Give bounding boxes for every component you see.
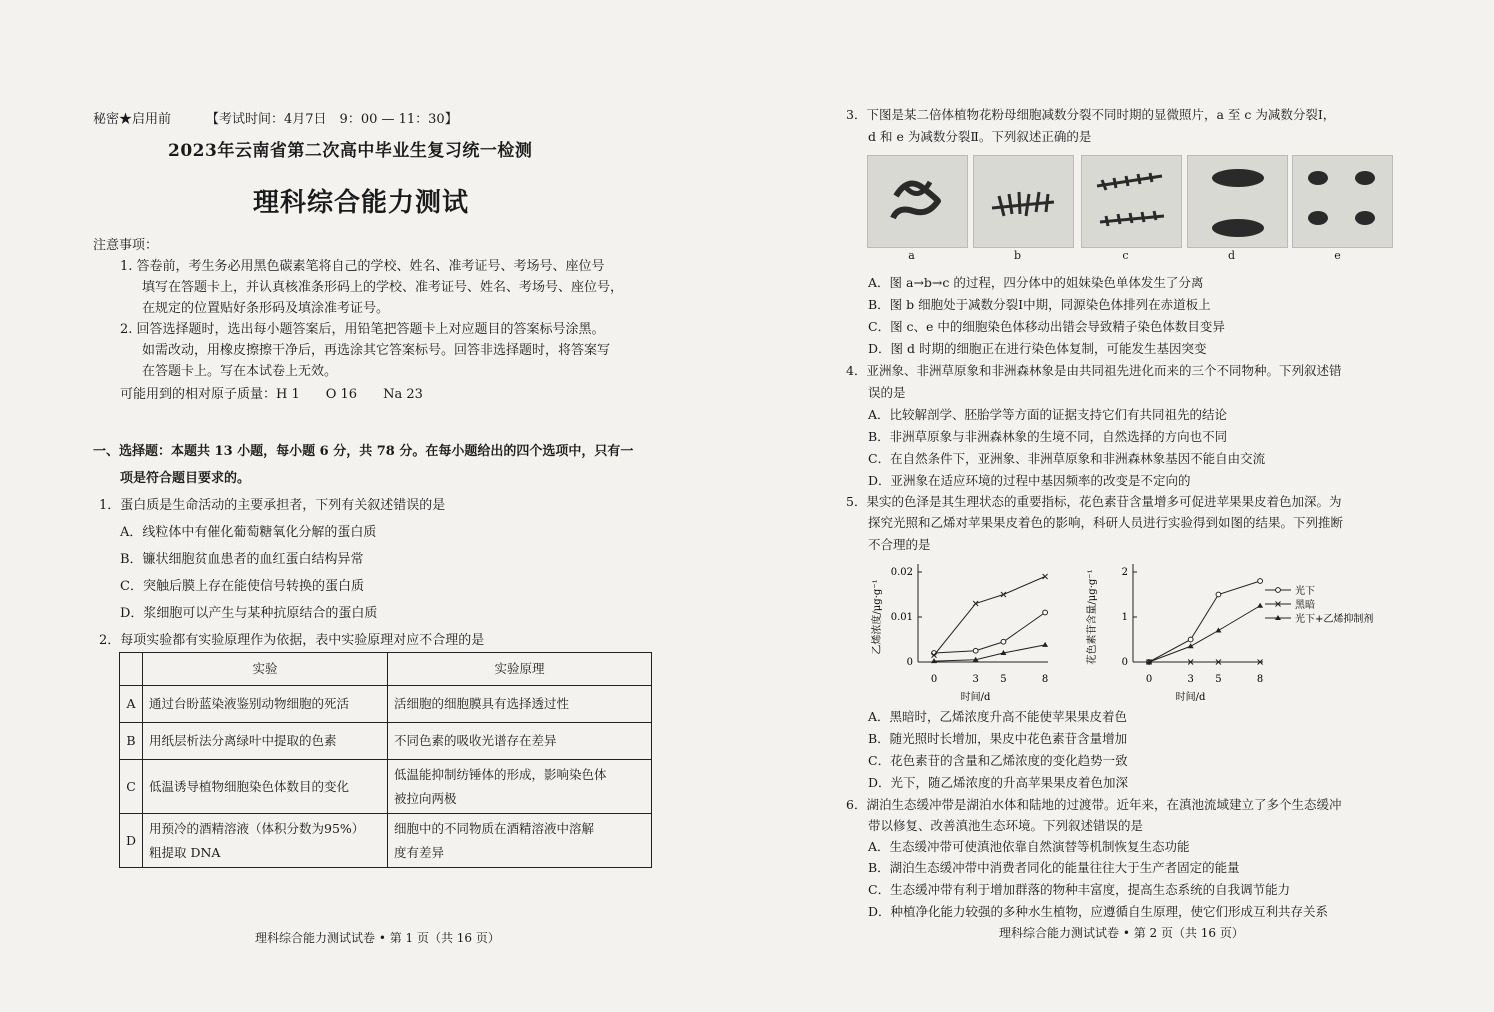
- footer-right: 理科综合能力测试试卷 • 第 2 页（共 16 页）: [999, 926, 1244, 940]
- row-principle: 细胞中的不同物质在酒精溶液中溶解: [394, 820, 595, 836]
- q6-option: A．生态缓冲带可使滇池依靠自然演替等机制恢复生态功能: [868, 839, 1190, 854]
- photo-label: d: [1227, 249, 1236, 262]
- x-tick-label: 0: [930, 674, 938, 685]
- row-experiment: 通过台盼蓝染液鉴别动物细胞的死活: [143, 686, 388, 723]
- row-principle: 低温能抑制纺锤体的形成，影响染色体: [394, 766, 607, 782]
- q5-option: D．光下，随乙烯浓度的升高苹果果皮着色加深: [868, 775, 1129, 790]
- y-tick-label: 0.01: [890, 612, 913, 623]
- row-letter: A: [120, 686, 143, 723]
- q4-option: A．比较解剖学、胚胎学等方面的证据支持它们有共同祖先的结论: [868, 407, 1228, 422]
- notes-title: 注意事项：: [93, 238, 159, 253]
- micrograph-a: [867, 155, 968, 248]
- series-line: [934, 613, 1045, 654]
- x-tick-label: 8: [1256, 674, 1264, 685]
- q3-stem-cont: d 和 e 为减数分裂Ⅱ。下列叙述正确的是: [868, 129, 1092, 144]
- note-line: 填写在答题卡上，并认真核准条形码上的学校、准考证号、姓名、考场号、座位号，: [142, 280, 624, 295]
- q4-option: C．在自然条件下，亚洲象、非洲草原象和非洲森林象基因不能自由交流: [868, 451, 1266, 466]
- table-row: [120, 760, 652, 814]
- exam-time: 【考试时间：4月7日 9：00 — 11：30】: [206, 112, 458, 127]
- chromosome-image: [1293, 156, 1392, 247]
- note-line: 1. 答卷前，考生务必用黑色碳素笔将自己的学校、姓名、准考证号、考场号、座位号: [120, 259, 605, 274]
- table-row: [120, 814, 652, 868]
- note-line: 2. 回答选择题时，选出每小题答案后，用铅笔把答题卡上对应题目的答案标号涂黑。: [120, 322, 605, 337]
- x-tick-label: 5: [1000, 674, 1007, 685]
- photo-label: a: [908, 249, 915, 262]
- ethylene-chart: [860, 558, 1050, 706]
- x-tick-label: 8: [1041, 674, 1049, 685]
- section-heading: 一、选择题：本题共 13 小题，每小题 6 分，共 78 分。在每小题给出的四个选项中，只有一: [93, 444, 634, 459]
- data-point: [1001, 639, 1006, 644]
- q6-option: D．种植净化能力较强的多种水生植物，应遵循自生原理，使它们形成互利共存关系: [868, 904, 1329, 919]
- q4-stem: 4．亚洲象、非洲草原象和非洲森林象是由共同祖先进化而来的三个不同物种。下列叙述错: [846, 363, 1342, 378]
- secret-label: 秘密★启用前: [93, 112, 172, 127]
- q6-option: C．生态缓冲带有利于增加群落的物种丰富度，提高生态系统的自我调节能力: [868, 882, 1291, 897]
- row-letter: C: [120, 760, 143, 814]
- data-point: [1188, 643, 1194, 648]
- data-point: [1001, 592, 1006, 597]
- y-axis-label: 乙烯浓度/μg·g⁻¹: [872, 579, 883, 655]
- section-heading-cont: 项是符合题目要求的。: [120, 471, 251, 486]
- exam-name: 2023年云南省第二次高中毕业生复习统一检测: [168, 141, 533, 161]
- chromosome-image: [1188, 156, 1287, 247]
- x-tick-label: 5: [1215, 674, 1222, 685]
- series-line: [934, 577, 1045, 656]
- anthocyanin-chart: [1075, 558, 1395, 706]
- q2-stem: 2．每项实验都有实验原理作为依据，表中实验原理对应不合理的是: [99, 633, 485, 648]
- q1-option: B．镰状细胞贫血患者的血红蛋白结构异常: [120, 552, 364, 567]
- row-letter: D: [120, 814, 143, 868]
- micrograph-b: [973, 155, 1074, 248]
- note-line: 在规定的位置贴好条形码及填涂准考证号。: [142, 301, 390, 316]
- photo-label: c: [1122, 249, 1129, 262]
- q3-option: C．图 c、e 中的细胞染色体移动出错会导致精子染色体数目变异: [868, 319, 1225, 334]
- row-experiment-cont: 粗提取 DNA: [149, 844, 221, 860]
- photo-label: e: [1334, 249, 1341, 262]
- q4-option: B．非洲草原象与非洲森林象的生境不同，自然选择的方向也不同: [868, 429, 1228, 444]
- row-principle-cont: 被拉向两极: [394, 790, 457, 806]
- y-tick-label: 1: [1121, 612, 1128, 623]
- x-tick-label: 3: [1187, 674, 1194, 685]
- note-line: 在答题卡上。写在本试卷上无效。: [142, 364, 338, 379]
- data-point: [1276, 588, 1281, 593]
- legend-label: 光下: [1295, 586, 1315, 597]
- row-letter: B: [120, 723, 143, 760]
- y-axis-label: 花色素苷含量/μg·g⁻¹: [1087, 569, 1098, 665]
- x-tick-label: 0: [1145, 674, 1153, 685]
- x-tick-label: 3: [972, 674, 979, 685]
- q1-option: A．线粒体中有催化葡萄糖氧化分解的蛋白质: [120, 525, 377, 540]
- q1-option: D．浆细胞可以产生与某种抗原结合的蛋白质: [120, 606, 378, 621]
- data-point: [973, 648, 978, 653]
- q1-option: C．突触后膜上存在能使信号转换的蛋白质: [120, 579, 364, 594]
- experiment-table: [119, 652, 652, 868]
- data-point: [1258, 579, 1263, 584]
- chromosome-image: [1082, 156, 1181, 247]
- q5-stem-cont: 不合理的是: [868, 537, 931, 552]
- q3-option: A．图 a→b→c 的过程，四分体中的姐妹染色单体发生了分离: [868, 275, 1204, 290]
- data-point: [1188, 637, 1193, 642]
- data-point: [1043, 610, 1048, 615]
- table-header-principle: 实验原理: [388, 653, 652, 686]
- series-line: [1149, 581, 1260, 662]
- micrograph-e: [1292, 155, 1393, 248]
- table-row: [120, 723, 652, 760]
- footer-left: 理科综合能力测试试卷 • 第 1 页（共 16 页）: [255, 931, 500, 945]
- micrograph-c: [1081, 155, 1182, 248]
- row-principle: 活细胞的细胞膜具有选择透过性: [388, 686, 652, 723]
- q5-option: C．花色素苷的含量和乙烯浓度的变化趋势一致: [868, 753, 1128, 768]
- x-axis-label: 时间/d: [1175, 692, 1206, 703]
- y-tick-label: 0: [906, 657, 913, 668]
- legend-label: 光下+乙烯抑制剂: [1295, 614, 1374, 625]
- table-header-experiment: 实验: [143, 653, 388, 686]
- row-experiment: 用预冷的酒精溶液（体积分数为95%）: [149, 820, 365, 836]
- row-principle: 不同色素的吸收光谱存在差异: [388, 723, 652, 760]
- data-point: [1215, 628, 1221, 633]
- photo-label: b: [1013, 249, 1022, 262]
- y-tick-label: 0.02: [890, 567, 913, 578]
- q5-stem-cont: 探究光照和乙烯对苹果果皮着色的影响，科研人员进行实验得到如图的结果。下列推断: [868, 515, 1344, 530]
- row-experiment: 用纸层析法分离绿叶中提取的色素: [143, 723, 388, 760]
- q6-stem-cont: 带以修复、改善滇池生态环境。下列叙述错误的是: [868, 818, 1144, 833]
- chromosome-image: [974, 156, 1073, 247]
- q5-stem: 5．果实的色泽是其生理状态的重要指标，花色素苷含量增多可促进苹果果皮着色加深。为: [846, 494, 1342, 509]
- series-line: [934, 645, 1045, 661]
- q5-option: A．黑暗时，乙烯浓度升高不能使苹果果皮着色: [868, 709, 1128, 724]
- row-principle-cont: 度有差异: [394, 844, 445, 860]
- page-title: 理科综合能力测试: [253, 188, 470, 218]
- y-tick-label: 0: [1121, 657, 1128, 668]
- table-header-row: [120, 653, 652, 686]
- y-tick-label: 2: [1121, 567, 1128, 578]
- chromosome-image: [868, 156, 967, 247]
- q3-stem: 3．下图是某二倍体植物花粉母细胞减数分裂不同时期的显微照片，a 至 c 为减数分裂Ⅰ，: [846, 107, 1336, 122]
- atomic-mass: 可能用到的相对原子质量：H 1 O 16 Na 23: [120, 387, 423, 402]
- q6-stem: 6．湖泊生态缓冲带是湖泊水体和陆地的过渡带。近年来，在滇池流域建立了多个生态缓冲: [846, 797, 1342, 812]
- note-line: 如需改动，用橡皮擦擦干净后，再选涂其它答案标号。回答非选择题时，将答案写: [142, 343, 611, 358]
- q5-option: B．随光照时长增加，果皮中花色素苷含量增加: [868, 731, 1128, 746]
- micrograph-d: [1187, 155, 1288, 248]
- legend-label: 黑暗: [1295, 600, 1315, 611]
- data-point: [973, 601, 978, 606]
- data-point: [1042, 642, 1048, 647]
- table-row: [120, 686, 652, 723]
- q6-option: B．湖泊生态缓冲带中消费者同化的能量往往大于生产者固定的能量: [868, 860, 1240, 875]
- data-point: [1216, 592, 1221, 597]
- q4-stem-cont: 误的是: [868, 385, 906, 400]
- data-point: [1043, 574, 1048, 579]
- q1-stem: 1．蛋白质是生命活动的主要承担者，下列有关叙述错误的是: [99, 498, 446, 513]
- q3-option: B．图 b 细胞处于减数分裂Ⅰ中期，同源染色体排列在赤道板上: [868, 297, 1211, 312]
- data-point: [1257, 603, 1263, 608]
- q3-option: D．图 d 时期的细胞正在进行染色体复制，可能发生基因突变: [868, 341, 1207, 356]
- x-axis-label: 时间/d: [960, 692, 991, 703]
- q4-option: D．亚洲象在适应环境的过程中基因频率的改变是不定向的: [868, 473, 1191, 488]
- row-experiment: 低温诱导植物细胞染色体数目的变化: [143, 760, 388, 814]
